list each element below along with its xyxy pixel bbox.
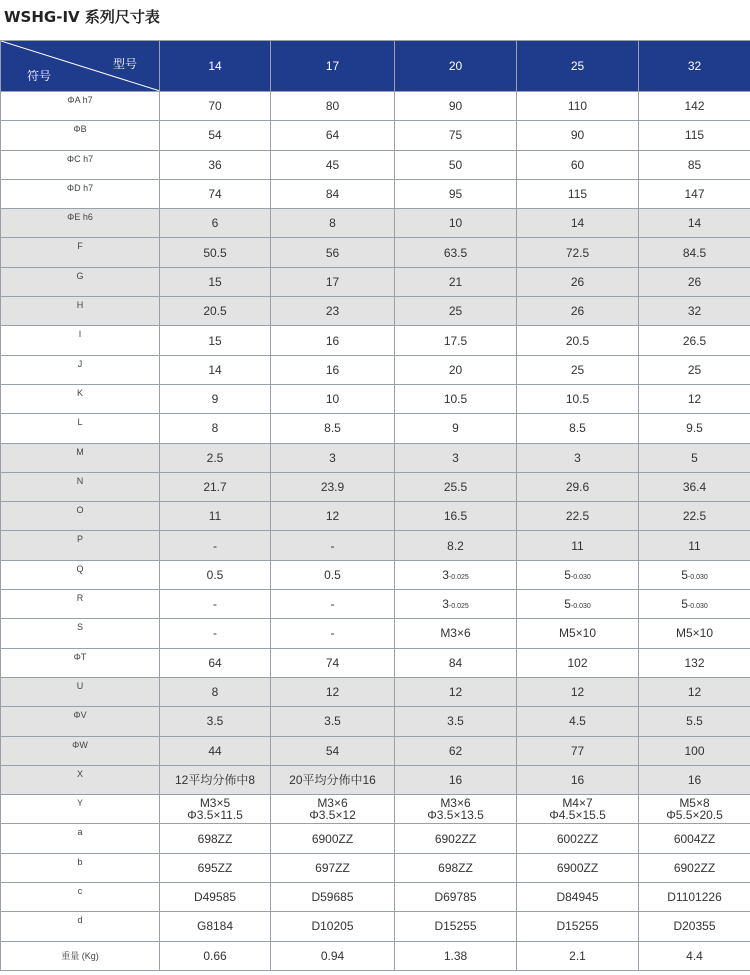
value-cell: 12平均分佈中8: [160, 765, 271, 794]
value-cell: 14: [160, 355, 271, 384]
value-main: 5: [564, 567, 571, 582]
value-cell: D20355: [639, 912, 750, 941]
value-cell: 26: [517, 297, 639, 326]
value-cell: 77: [517, 736, 639, 765]
value-cell: 132: [639, 648, 750, 677]
value-cell: 11: [160, 502, 271, 531]
tolerance-sub: -0.025: [448, 573, 469, 581]
value-cell: 56: [271, 238, 395, 267]
value-cell: 8.2: [395, 531, 517, 560]
value-cell: 5.5: [639, 707, 750, 736]
value-cell: 6: [160, 209, 271, 238]
table-row: [1, 648, 750, 677]
value-cell: [517, 560, 639, 589]
value-cell: 90: [395, 92, 517, 121]
value-cell: 16: [639, 765, 750, 794]
model-header: 14: [160, 41, 271, 92]
value-cell: 14: [517, 209, 639, 238]
value-cell: 21.7: [160, 472, 271, 501]
value-cell: 85: [639, 150, 750, 179]
value-cell: 20平均分佈中16: [271, 765, 395, 794]
row-symbol: Y: [1, 795, 160, 824]
value-cell: [160, 795, 271, 824]
value-cell: 75: [395, 121, 517, 150]
value-cell: 74: [271, 648, 395, 677]
row-symbol: ΦT: [1, 648, 160, 677]
tolerance-sub: -0.030: [570, 603, 591, 611]
value-cell: -: [160, 531, 271, 560]
row-symbol: R: [1, 590, 160, 619]
row-symbol: F: [1, 238, 160, 267]
value-cell: 26: [517, 267, 639, 296]
value-cell: M5×10: [639, 619, 750, 648]
value-cell: 8.5: [517, 414, 639, 443]
value-cell: 90: [517, 121, 639, 150]
value-cell: D15255: [395, 912, 517, 941]
value-cell: 20.5: [517, 326, 639, 355]
value-line-2: Φ3.5×13.5: [427, 808, 484, 823]
value-cell: 26.5: [639, 326, 750, 355]
value-cell: 20: [395, 355, 517, 384]
table-body: [1, 92, 750, 971]
value-cell: 84: [395, 648, 517, 677]
table-row: [1, 121, 750, 150]
row-symbol: ΦC h7: [1, 150, 160, 179]
value-cell: 36: [160, 150, 271, 179]
value-cell: 3.5: [395, 707, 517, 736]
model-header: 20: [395, 41, 517, 92]
table-row: [1, 472, 750, 501]
row-symbol: J: [1, 355, 160, 384]
value-cell: 50.5: [160, 238, 271, 267]
value-cell: 26: [639, 267, 750, 296]
value-cell: 84.5: [639, 238, 750, 267]
table-row: [1, 619, 750, 648]
value-cell: 2.1: [517, 941, 639, 970]
row-symbol: ΦE h6: [1, 209, 160, 238]
value-cell: 3: [271, 443, 395, 472]
table-row: [1, 326, 750, 355]
value-cell: 12: [271, 502, 395, 531]
value-cell: 15: [160, 267, 271, 296]
value-cell: 115: [639, 121, 750, 150]
value-line-1: M3×6: [317, 796, 348, 811]
value-cell: 8: [160, 414, 271, 443]
table-row: [1, 443, 750, 472]
tolerance-sub: -0.030: [570, 573, 591, 581]
value-cell: 102: [517, 648, 639, 677]
value-cell: 9: [160, 384, 271, 413]
row-symbol: I: [1, 326, 160, 355]
value-cell: 22.5: [639, 502, 750, 531]
table-row: [1, 853, 750, 882]
table-row: [1, 590, 750, 619]
table-row: [1, 531, 750, 560]
table-row: [1, 883, 750, 912]
row-symbol: Q: [1, 560, 160, 589]
value-main: 3: [442, 567, 449, 582]
table-row: [1, 179, 750, 208]
value-cell: [639, 590, 750, 619]
symbol-label: 符号: [27, 69, 52, 83]
value-cell: 6002ZZ: [517, 824, 639, 853]
value-cell: M3×6: [395, 619, 517, 648]
value-cell: 95: [395, 179, 517, 208]
value-cell: [639, 560, 750, 589]
value-cell: 36.4: [639, 472, 750, 501]
value-cell: 16.5: [395, 502, 517, 531]
table-row: [1, 795, 750, 824]
value-cell: D84945: [517, 883, 639, 912]
value-cell: 10.5: [395, 384, 517, 413]
value-cell: 16: [517, 765, 639, 794]
value-cell: 697ZZ: [271, 853, 395, 882]
value-cell: 12: [639, 677, 750, 706]
value-cell: 12: [639, 384, 750, 413]
value-cell: 16: [271, 326, 395, 355]
row-symbol: d: [1, 912, 160, 941]
value-cell: 12: [517, 677, 639, 706]
value-cell: 3: [517, 443, 639, 472]
model-header: 32: [639, 41, 750, 92]
value-cell: 8.5: [271, 414, 395, 443]
value-cell: 80: [271, 92, 395, 121]
value-cell: 0.66: [160, 941, 271, 970]
value-main: 5: [681, 567, 688, 582]
row-symbol: 重量 (Kg): [1, 941, 160, 970]
table-row: [1, 414, 750, 443]
value-cell: 25: [639, 355, 750, 384]
row-symbol: ΦD h7: [1, 179, 160, 208]
row-symbol: L: [1, 414, 160, 443]
value-cell: 3: [395, 443, 517, 472]
value-cell: [395, 560, 517, 589]
value-cell: 63.5: [395, 238, 517, 267]
value-cell: 695ZZ: [160, 853, 271, 882]
value-cell: 44: [160, 736, 271, 765]
value-cell: 64: [271, 121, 395, 150]
page-title: WSHG-IV 系列尺寸表: [4, 8, 160, 26]
value-cell: 698ZZ: [395, 853, 517, 882]
value-cell: 10: [271, 384, 395, 413]
table-row: [1, 765, 750, 794]
value-cell: 8: [160, 677, 271, 706]
header-corner: [1, 41, 160, 92]
value-cell: G8184: [160, 912, 271, 941]
tolerance-sub: -0.030: [687, 603, 708, 611]
table-row: [1, 238, 750, 267]
value-cell: 22.5: [517, 502, 639, 531]
row-symbol: U: [1, 677, 160, 706]
value-cell: 8: [271, 209, 395, 238]
value-cell: 45: [271, 150, 395, 179]
value-cell: 0.5: [271, 560, 395, 589]
model-label: 型号: [112, 57, 137, 71]
value-cell: 16: [271, 355, 395, 384]
dimension-table: [0, 40, 750, 971]
table-row: [1, 736, 750, 765]
row-symbol: H: [1, 297, 160, 326]
value-cell: D49585: [160, 883, 271, 912]
value-cell: 6900ZZ: [517, 853, 639, 882]
value-line-2: Φ5.5×20.5: [666, 808, 723, 823]
value-cell: 12: [395, 677, 517, 706]
value-cell: 64: [160, 648, 271, 677]
value-cell: D69785: [395, 883, 517, 912]
row-symbol: N: [1, 472, 160, 501]
value-line-2: Φ3.5×12: [309, 808, 356, 823]
value-cell: [517, 590, 639, 619]
table-row: [1, 384, 750, 413]
model-header: 25: [517, 41, 639, 92]
tolerance-sub: -0.025: [448, 603, 469, 611]
value-cell: -: [271, 531, 395, 560]
value-cell: 14: [639, 209, 750, 238]
value-cell: 25: [517, 355, 639, 384]
value-cell: 54: [271, 736, 395, 765]
value-cell: 20.5: [160, 297, 271, 326]
table-row: [1, 150, 750, 179]
value-main: 5: [681, 597, 688, 612]
value-cell: [517, 795, 639, 824]
value-cell: 62: [395, 736, 517, 765]
table-row: [1, 502, 750, 531]
header-row: [1, 41, 750, 92]
table-row: [1, 355, 750, 384]
value-cell: 10.5: [517, 384, 639, 413]
value-cell: 72.5: [517, 238, 639, 267]
value-cell: 11: [639, 531, 750, 560]
value-cell: 110: [517, 92, 639, 121]
table-row: [1, 267, 750, 296]
value-cell: 4.5: [517, 707, 639, 736]
value-cell: 6902ZZ: [639, 853, 750, 882]
value-main: 5: [564, 597, 571, 612]
value-cell: -: [271, 619, 395, 648]
value-cell: 15: [160, 326, 271, 355]
table-row: [1, 707, 750, 736]
value-cell: 9.5: [639, 414, 750, 443]
value-cell: 23: [271, 297, 395, 326]
value-cell: 29.6: [517, 472, 639, 501]
value-cell: 23.9: [271, 472, 395, 501]
table-row: [1, 824, 750, 853]
value-line-1: M3×5: [199, 796, 231, 811]
value-line-1: M4×7: [562, 796, 593, 811]
value-cell: 74: [160, 179, 271, 208]
value-cell: 25: [395, 297, 517, 326]
value-main: 3: [442, 597, 449, 612]
value-cell: D15255: [517, 912, 639, 941]
value-cell: D1101226: [639, 883, 750, 912]
value-cell: 3.5: [160, 707, 271, 736]
value-cell: [639, 795, 750, 824]
value-line-1: M3×6: [440, 796, 471, 811]
row-symbol: M: [1, 443, 160, 472]
value-cell: 10: [395, 209, 517, 238]
value-cell: 6004ZZ: [639, 824, 750, 853]
value-cell: 25.5: [395, 472, 517, 501]
row-symbol: X: [1, 765, 160, 794]
table-row: [1, 209, 750, 238]
table-row: [1, 912, 750, 941]
value-cell: 11: [517, 531, 639, 560]
value-cell: 32: [639, 297, 750, 326]
value-cell: 0.94: [271, 941, 395, 970]
value-cell: 0.5: [160, 560, 271, 589]
table-row: [1, 560, 750, 589]
row-symbol: K: [1, 384, 160, 413]
value-cell: 12: [271, 677, 395, 706]
value-cell: D59685: [271, 883, 395, 912]
value-cell: 16: [395, 765, 517, 794]
row-symbol: ΦA h7: [1, 92, 160, 121]
table-row: [1, 92, 750, 121]
value-cell: 6900ZZ: [271, 824, 395, 853]
table-row: [1, 941, 750, 970]
value-cell: 50: [395, 150, 517, 179]
row-symbol: ΦV: [1, 707, 160, 736]
row-symbol: b: [1, 853, 160, 882]
row-symbol: a: [1, 824, 160, 853]
row-symbol: ΦB: [1, 121, 160, 150]
row-symbol: c: [1, 883, 160, 912]
value-cell: 9: [395, 414, 517, 443]
value-cell: 21: [395, 267, 517, 296]
value-line-2: Φ3.5×11.5: [187, 808, 243, 823]
value-cell: 5: [639, 443, 750, 472]
value-cell: [271, 795, 395, 824]
value-cell: M5×10: [517, 619, 639, 648]
tolerance-sub: -0.030: [687, 573, 708, 581]
value-cell: 84: [271, 179, 395, 208]
value-cell: [395, 590, 517, 619]
row-symbol: P: [1, 531, 160, 560]
row-symbol: ΦW: [1, 736, 160, 765]
row-symbol: G: [1, 267, 160, 296]
value-cell: -: [271, 590, 395, 619]
value-cell: 17: [271, 267, 395, 296]
value-cell: 2.5: [160, 443, 271, 472]
value-cell: 3.5: [271, 707, 395, 736]
table-row: [1, 677, 750, 706]
value-line-2: Φ4.5×15.5: [549, 808, 606, 823]
row-symbol: S: [1, 619, 160, 648]
value-cell: 147: [639, 179, 750, 208]
value-cell: 698ZZ: [160, 824, 271, 853]
value-cell: [395, 795, 517, 824]
row-symbol: O: [1, 502, 160, 531]
value-cell: 6902ZZ: [395, 824, 517, 853]
value-cell: -: [160, 590, 271, 619]
value-cell: 100: [639, 736, 750, 765]
value-cell: D10205: [271, 912, 395, 941]
value-cell: 17.5: [395, 326, 517, 355]
value-cell: 70: [160, 92, 271, 121]
value-line-1: M5×8: [679, 796, 710, 811]
value-cell: 1.38: [395, 941, 517, 970]
value-cell: 4.4: [639, 941, 750, 970]
value-cell: 115: [517, 179, 639, 208]
value-cell: -: [160, 619, 271, 648]
value-cell: 60: [517, 150, 639, 179]
value-cell: 142: [639, 92, 750, 121]
value-cell: 54: [160, 121, 271, 150]
table-row: [1, 297, 750, 326]
model-header: 17: [271, 41, 395, 92]
